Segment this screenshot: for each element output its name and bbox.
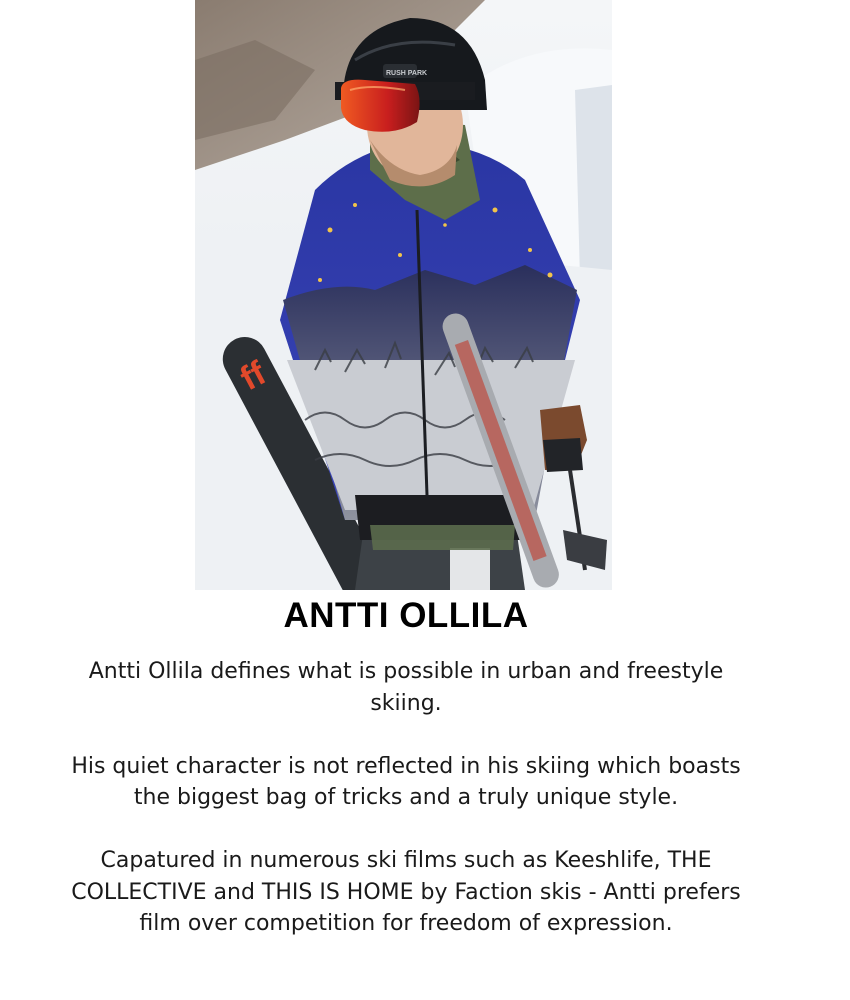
athlete-name: ANTTI OLLILA xyxy=(283,596,529,635)
bio-paragraph-1: Antti Ollila defines what is possible in urban and freestyle skiing. xyxy=(88,659,724,716)
athlete-photo xyxy=(195,0,612,590)
svg-text:ff: ff xyxy=(234,354,273,399)
bio-paragraph-3: Capatured in numerous ski films such as Keeshlife, THE COLLECTIVE and THIS IS HOME by Faction skis - Antti prefers film over competition for freedom of expression. xyxy=(71,848,741,936)
svg-text:RUSH PARK: RUSH PARK xyxy=(386,70,428,77)
athlete-bio xyxy=(60,656,752,940)
bio-paragraph-2: His quiet character is not reflected in his skiing which boasts the biggest bag of tricks and a truly unique style. xyxy=(71,753,741,810)
